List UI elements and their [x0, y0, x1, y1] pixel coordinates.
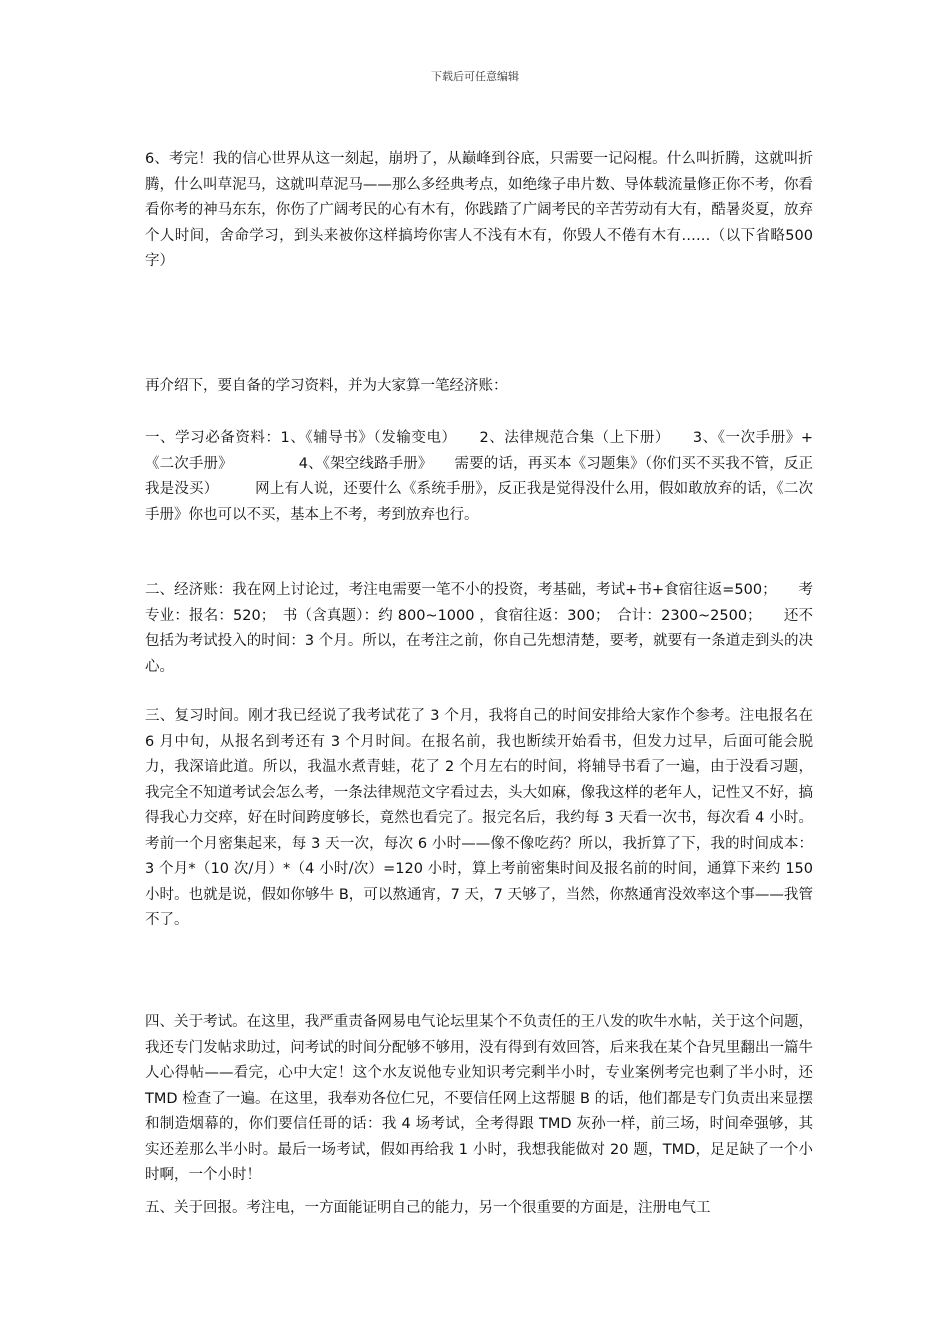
paragraph-exam-finished: 6、考完！我的信心世界从这一刻起，崩坍了，从巅峰到谷底，只需要一记闷棍。什么叫折腾，这就叫折腾，什么叫草泥马，这就叫草泥马——那么多经典考点，如绝缘子串片数、导体载流量修正你不考，你看看你考的神马东东，你伤了广阔考民的心有木有，你践踏了广阔考民的辛苦劳动有大有，酷暑炎夏，放弃个人时间，舍命学习，到头来被你这样搞垮你害人不浅有木有，你毁人不倦有木有……（以下省略500字） — [145, 151, 813, 269]
paragraph-study-materials: 一、学习必备资料：1、《辅导书》（发输变电） 2、法律规范合集（上下册） 3、《一次手册》+《二次手册》 4、《架空线路手册》 需要的话，再买本《习题集》（你们买不买我不管，反正我是没买） 网上有人说，还要什么《系统手册》，反正我是觉得没什么用，假如敢放弃的话，《二次手册》你也可以不买，基本上不考，考到放弃也行。 — [145, 430, 813, 523]
paragraph-intro: 再介绍下，要自备的学习资料，并为大家算一笔经济账： — [145, 378, 508, 394]
paragraph-review-time: 三、复习时间。刚才我已经说了我考试花了 3 个月，我将自己的时间安排给大家作个参考。注电报名在 6 月中旬，从报名到考还有 3 个月时间。在报名前，我也断续开始看书，但发力过早，后面可能会脱力，我深谙此道。所以，我温水煮青蛙，花了 2 个月左右的时间，将辅导书看了一遍，由于没看习题，我完全不知道考试会怎么考，一条法律规范文字看过去，头大如麻，像我这样的老年人，记性又不好，搞得我心力交瘁，好在时间跨度够长，竟然也看完了。报完名后，我约每 3 天看一次书，每次看 4 小时。考前一个月密集起来，每 3 天一次，每次 6 小时——像不像吃药？所以，我折算了下，我的时间成本：3 个月*（10 次/月）*（4 小时/次）=120 小时，算上考前密集时间及报名前的时间，通算下来约 150 小时。也就是说，假如你够牛 B，可以熬通宵，7 天，7 天够了，当然，你熬通宵没效率这个事——我管不了。 — [145, 708, 818, 928]
paragraph-about-exam: 四、关于考试。在这里，我严重责备网易电气论坛里某个不负责任的王八发的吹牛水帖，关于这个问题，我还专门发帖求助过，问考试的时间分配够不够用，没有得到有效回答，后来我在某个旮旯里翻出一篇牛人心得帖——看完，心中大定！这个水友说他专业知识考完剩半小时，专业案例考完也剩了半小时，还 TMD 检查了一遍。在这里，我奉劝各位仁兄，不要信任网上这帮腿 B 的话，他们都是专门负责出来显摆和制造烟幕的，你们要信任哥的话：我 4 场考试，全考得跟 TMD 灰孙一样，前三场，时间牵强够，其实还差那么半小时。最后一场考试，假如再给我 1 小时，我想我能做对 20 题，TMD，足足缺了一个小时啊，一个小时！ — [145, 1014, 818, 1183]
paragraph-economic-account: 二、经济账：我在网上讨论过，考注电需要一笔不小的投资，考基础，考试+书+食宿往返=500； 考专业：报名：520； 书（含真题）：约 800~1000 ，食宿往返：300； 合计：2300~2500； 还不包括为考试投入的时间：3 个月。所以，在考注之前，你自己先想清楚，要考，就要有一条道走到头的决心。 — [145, 582, 813, 675]
paragraph-about-return: 五、关于回报。考注电，一方面能证明自己的能力，另一个很重要的方面是，注册电气工 — [145, 1200, 711, 1216]
page-header: 下载后可任意编辑 — [431, 70, 519, 83]
